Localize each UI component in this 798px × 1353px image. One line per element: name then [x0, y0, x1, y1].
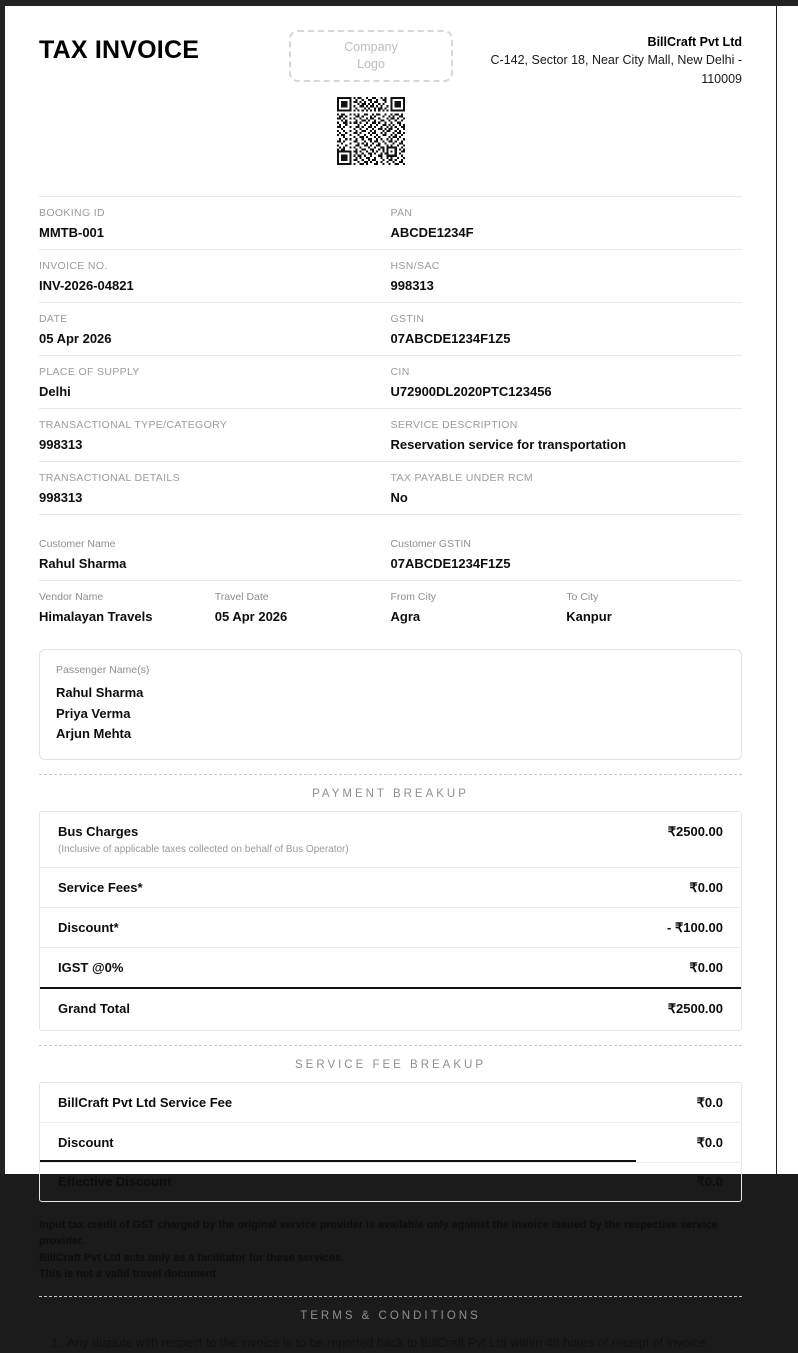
customer-gstin-cell — [391, 537, 743, 573]
customer-name-value: Rahul Sharma — [39, 556, 127, 571]
payment-row-amount: - ₹100.00 — [667, 919, 723, 935]
company-name: BillCraft Pvt Ltd — [647, 35, 742, 49]
terms-list-item: 1. Any dispute with respect to the invoice is to be reported back to BillCraft Pvt Ltd within 48 hours of receipt of invoice. — [65, 1333, 742, 1353]
detail-value: Delhi — [39, 384, 71, 399]
payment-row-service-fees — [40, 867, 741, 907]
payment-row-label: Service Fees* — [58, 879, 143, 895]
payment-row-amount: ₹2500.00 — [667, 823, 723, 839]
service-fee-row-label: BillCraft Pvt Ltd Service Fee — [58, 1094, 233, 1110]
passenger-name: Arjun Mehta — [56, 726, 132, 741]
disclaimer-line-3: This is not a valid travel document — [39, 1268, 216, 1280]
trip-cell-vendor-name — [39, 590, 215, 626]
detail-value: ABCDE1234F — [390, 225, 474, 240]
detail-cell-service-description — [391, 418, 743, 454]
service-fee-row-effective-discount — [40, 1162, 741, 1201]
logo-column — [271, 30, 471, 166]
customer-name-label: Customer Name — [39, 538, 116, 550]
trip-value: Himalayan Travels — [39, 609, 153, 624]
payment-row-label-group — [58, 823, 349, 857]
payment-row-amount: ₹0.00 — [689, 879, 723, 895]
detail-cell-gstin — [391, 312, 743, 348]
payment-row-discount — [40, 907, 741, 947]
detail-row — [39, 302, 742, 355]
trip-label: Travel Date — [214, 591, 269, 603]
service-fee-row-label: Discount — [58, 1134, 114, 1150]
detail-label: HSN/SAC — [390, 260, 440, 272]
customer-gstin-label: Customer GSTIN — [390, 538, 472, 550]
detail-value: 05 Apr 2026 — [39, 331, 112, 346]
detail-label: INVOICE NO. — [39, 260, 108, 272]
detail-label: CIN — [390, 366, 410, 378]
detail-label: DATE — [39, 313, 68, 325]
service-fee-row-amount: ₹0.0 — [696, 1094, 723, 1110]
logo-placeholder-line-2: Logo — [357, 57, 385, 71]
detail-value: 998313 — [39, 437, 83, 452]
passenger-names-label: Passenger Name(s) — [56, 664, 150, 676]
detail-value: No — [390, 490, 408, 505]
customer-row — [39, 528, 742, 580]
detail-value: U72900DL2020PTC123456 — [390, 384, 552, 399]
detail-row — [39, 408, 742, 461]
trip-row — [39, 580, 742, 633]
trip-cell-travel-date — [215, 590, 391, 626]
service-fee-row-amount: ₹0.0 — [696, 1134, 723, 1150]
qr-code-wrapper — [337, 96, 405, 166]
trip-value: 05 Apr 2026 — [214, 609, 288, 624]
payment-row-label: IGST @0% — [58, 959, 124, 975]
payment-row-amount: ₹0.00 — [689, 959, 723, 975]
disclaimer — [39, 1217, 742, 1283]
payment-breakup-title: PAYMENT BREAKUP — [312, 787, 469, 800]
service-fee-row-fee — [40, 1083, 741, 1122]
detail-label: PAN — [390, 207, 413, 219]
detail-label: TRANSACTIONAL DETAILS — [39, 472, 180, 484]
payment-row-label: Bus Charges — [58, 823, 139, 839]
passenger-name: Priya Verma — [56, 705, 131, 721]
trip-label: From City — [390, 591, 436, 603]
detail-cell-hsn-sac — [391, 259, 743, 295]
effective-discount-label: Effective Discount — [58, 1173, 172, 1189]
detail-value: INV-2026-04821 — [39, 278, 134, 293]
invoice-sheet — [5, 6, 776, 1350]
detail-value: 07ABCDE1234F1Z5 — [390, 331, 511, 346]
service-fee-row-discount — [40, 1122, 741, 1162]
invoice-header — [39, 6, 742, 166]
detail-row — [39, 461, 742, 515]
invoice-details — [39, 196, 742, 515]
detail-cell-cin — [391, 365, 743, 401]
detail-cell-place-of-supply — [39, 365, 391, 401]
detail-label: TRANSACTIONAL TYPE/CATEGORY — [39, 419, 228, 431]
detail-value: 998313 — [390, 278, 434, 293]
terms-and-conditions-title: TERMS & CONDITIONS — [300, 1309, 481, 1322]
detail-label: PLACE OF SUPPLY — [39, 366, 140, 378]
detail-label: SERVICE DESCRIPTION — [390, 419, 518, 431]
terms-list — [39, 1333, 742, 1353]
trip-value: Agra — [390, 609, 421, 624]
payment-row-bus-charges — [40, 812, 741, 867]
trip-cell-to-city — [566, 590, 742, 626]
effective-discount-amount: ₹0.0 — [696, 1173, 723, 1189]
disclaimer-line-2: BillCraft Pvt Ltd acts only as a facilitator for these services. — [39, 1251, 344, 1264]
payment-row-label: Discount* — [58, 919, 119, 935]
company-info — [471, 30, 742, 89]
disclaimer-line-1: Input tax credit of GST charged by the original service provider is available only against the invoice issued by the respective service provider. — [39, 1218, 718, 1247]
title-column — [39, 30, 271, 65]
customer-gstin-value: 07ABCDE1234F1Z5 — [390, 556, 511, 571]
detail-value: 998313 — [39, 490, 83, 505]
service-fee-breakup-title: SERVICE FEE BREAKUP — [295, 1058, 486, 1071]
payment-row-grand-total — [40, 987, 741, 1030]
company-logo-placeholder — [289, 30, 453, 82]
detail-cell-invoice-no — [39, 259, 391, 295]
service-fee-breakup-table — [39, 1082, 742, 1202]
detail-cell-booking-id — [39, 206, 391, 242]
customer-name-cell — [39, 537, 391, 573]
detail-cell-rcm — [391, 471, 743, 507]
company-address: C-142, Sector 18, Near City Mall, New Delhi - 110009 — [490, 53, 742, 86]
passenger-name: Rahul Sharma — [56, 685, 144, 700]
grand-total-label: Grand Total — [58, 1000, 130, 1016]
detail-row — [39, 196, 742, 249]
trip-label: To City — [566, 591, 599, 603]
detail-cell-transactional-type — [39, 418, 391, 454]
detail-value: MMTB-001 — [39, 225, 105, 240]
detail-row — [39, 355, 742, 408]
trip-value: Kanpur — [566, 609, 612, 624]
payment-breakup-table — [39, 811, 742, 1031]
detail-label: GSTIN — [390, 313, 425, 325]
payment-row-igst — [40, 947, 741, 987]
detail-row — [39, 249, 742, 302]
trip-cell-from-city — [391, 590, 567, 626]
page-title: TAX INVOICE — [39, 36, 200, 64]
qr-code-icon — [337, 96, 405, 166]
detail-value: Reservation service for transportation — [390, 437, 627, 452]
sheet-right-gutter — [777, 6, 798, 1174]
grand-total-amount: ₹2500.00 — [667, 1000, 723, 1016]
logo-placeholder-line-1: Company — [344, 40, 398, 54]
trip-label: Vendor Name — [39, 591, 104, 603]
detail-label: BOOKING ID — [39, 207, 105, 219]
detail-cell-date — [39, 312, 391, 348]
passenger-card — [39, 649, 742, 760]
detail-cell-transactional-details — [39, 471, 391, 507]
detail-cell-pan — [391, 206, 743, 242]
detail-label: TAX PAYABLE UNDER RCM — [390, 472, 534, 484]
payment-row-sublabel: (Inclusive of applicable taxes collected on behalf of Bus Operator) — [58, 843, 349, 855]
